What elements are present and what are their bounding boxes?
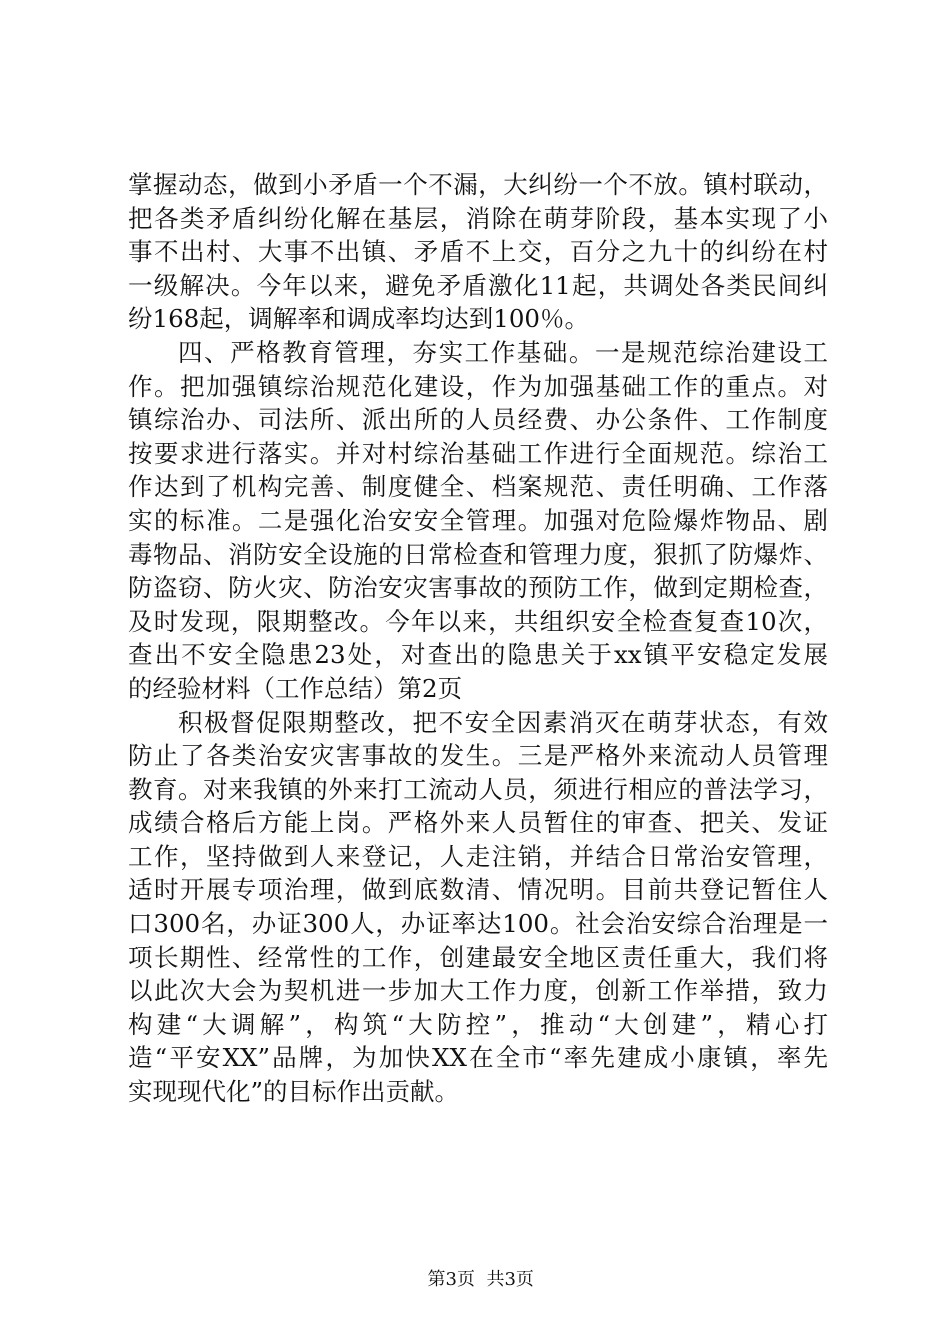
text-line: 按要求进行落实。并对村综治基础工作进行全面规范。综治工 [128,438,828,468]
text-line: 口300名，办证300人，办证率达100。社会治安综合治理是一 [128,909,828,939]
text-line: 积极督促限期整改，把不安全因素消灭在萌芽状态，有效 [178,707,828,737]
text-line: 实现现代化”的目标作出贡献。 [128,1077,460,1107]
text-line: 的经验材料（工作总结）第2页 [128,673,463,703]
text-line: 教育。对来我镇的外来打工流动人员，须进行相应的普法学习， [128,774,828,804]
text-line: 查出不安全隐患23处，对查出的隐患关于xx镇平安稳定发展 [128,640,828,670]
text-line: 防止了各类治安灾害事故的发生。三是严格外来流动人员管理 [128,741,828,771]
text-line: 一级解决。今年以来，避免矛盾激化11起，共调处各类民间纠 [128,270,828,300]
text-line: 把各类矛盾纠纷化解在基层，消除在萌芽阶段，基本实现了小 [128,203,828,233]
text-line: 实的标准。二是强化治安安全管理。加强对危险爆炸物品、剧 [128,505,828,535]
text-line: 适时开展专项治理，做到底数清、情况明。目前共登记暂住人 [128,875,828,905]
text-line: 及时发现，限期整改。今年以来，共组织安全检查复查10次， [128,606,828,636]
text-line: 作达到了机构完善、制度健全、档案规范、责任明确、工作落 [128,472,828,502]
text-line: 工作，坚持做到人来登记，人走注销，并结合日常治安管理， [128,841,828,871]
document-body [128,168,828,1109]
text-line: 防盗窃、防火灾、防治安灾害事故的预防工作，做到定期检查， [128,573,828,603]
text-line: 纷168起，调解率和调成率均达到100％。 [128,304,590,334]
text-line: 构建“大调解”，构筑“大防控”，推动“大创建”，精心打 [128,1009,828,1039]
text-line: 镇综治办、司法所、派出所的人员经费、办公条件、工作制度 [128,405,828,435]
text-line: 四、严格教育管理，夯实工作基础。一是规范综治建设工 [178,337,828,367]
page-number-label: 第3页 共3页 [427,1269,534,1290]
text-line: 以此次大会为契机进一步加大工作力度，创新工作举措，致力 [128,976,828,1006]
page-footer [0,1244,950,1292]
text-line: 成绩合格后方能上岗。严格外来人员暂住的审查、把关、发证 [128,808,828,838]
paragraph [128,336,828,706]
paragraph [128,706,828,1109]
text-line: 事不出村、大事不出镇、矛盾不上交，百分之九十的纠纷在村 [128,237,828,267]
text-line: 项长期性、经常性的工作，创建最安全地区责任重大，我们将 [128,942,828,972]
paragraph [128,168,828,336]
text-line: 造“平安XX”品牌，为加快XX在全市“率先建成小康镇，率先 [128,1043,828,1073]
text-line: 毒物品、消防安全设施的日常检查和管理力度，狠抓了防爆炸、 [128,539,828,569]
text-line: 掌握动态，做到小矛盾一个不漏，大纠纷一个不放。镇村联动， [128,170,828,199]
text-line: 作。把加强镇综治规范化建设，作为加强基础工作的重点。对 [128,371,828,401]
